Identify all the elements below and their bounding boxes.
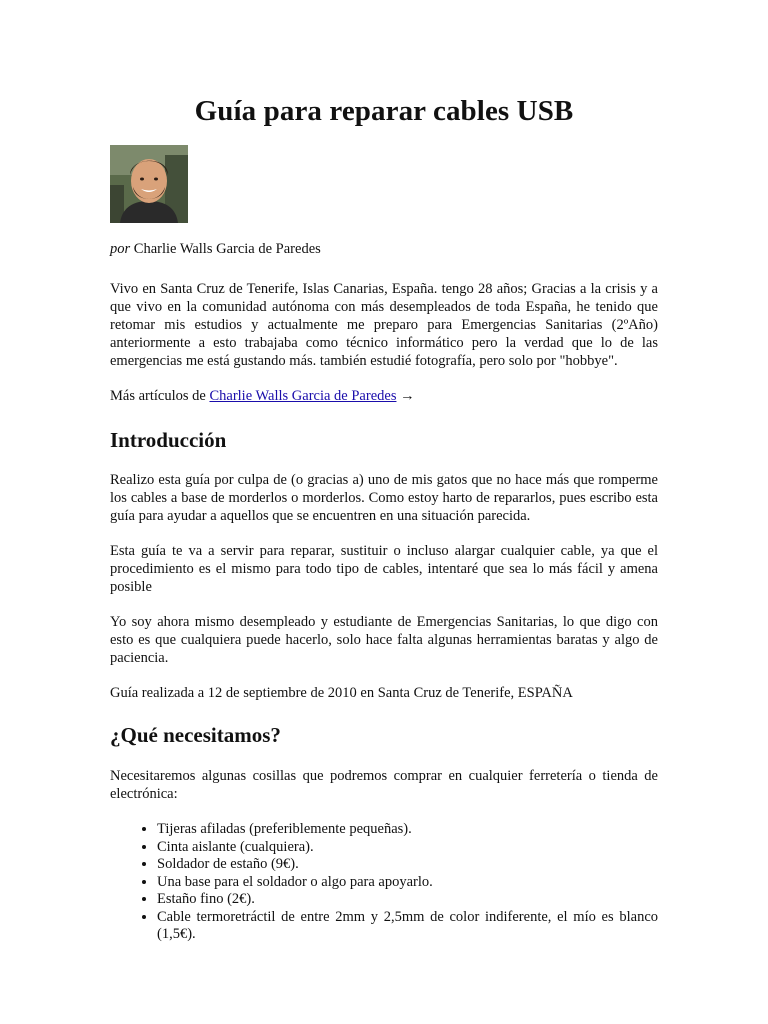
intro-heading: Introducción — [110, 428, 227, 452]
intro-paragraph-4: Guía realizada a 12 de septiembre de 2010 en Santa Cruz de Tenerife, ESPAÑA — [110, 685, 573, 701]
byline-prefix: por — [110, 241, 131, 257]
intro-paragraph-2: Esta guía te va a servir para reparar, sustituir o incluso alargar cualquier cable, ya que el procedimiento es el mismo para todo tipo de cables, intentaré que sea lo más fácil y amena posible — [110, 543, 658, 595]
author-bio: Vivo en Santa Cruz de Tenerife, Islas Canarias, España. tengo 28 años; Gracias a la crisis y a que vivo en la comunidad autónoma con más desempleados de toda España, he tenido que retomar mis estudios y actualmente me preparo para Emergencias Sanitarias (2ºAño) anteriormente a esto trabajaba como técnico informático pero la verdad que lo de las emergencias me está gustando más. también estudié fotografía, pero solo por "hobbye". — [110, 281, 658, 369]
more-articles — [110, 387, 658, 405]
intro-paragraph-1: Realizo esta guía por culpa de (o gracias a) uno de mis gatos que no hace más que romperme los cables a base de morderlos o morderlos. Como estoy harto de repararlos, pues escribo esta guía para ayudar a aquellos que se encuentren en una situación parecida. — [110, 472, 658, 524]
more-articles-prefix: Más artículos de — [110, 388, 206, 404]
arrow-icon: → — [400, 388, 415, 404]
author-link[interactable]: Charlie Walls Garcia de Paredes — [209, 388, 397, 404]
author-avatar — [110, 145, 188, 223]
page-title: Guía para reparar cables USB — [194, 95, 574, 127]
list-item: • Tijeras afiladas (preferiblemente pequeñas). — [157, 821, 658, 839]
intro-paragraph-3: Yo soy ahora mismo desempleado y estudiante de Emergencias Sanitarias, lo que digo con esto es que cualquiera puede hacerlo, solo hace falta algunas herramientas baratas y algo de paciencia. — [110, 614, 658, 666]
byline-author: Charlie Walls Garcia de Paredes — [133, 241, 321, 257]
list-item: • Cinta aislante (cualquiera). — [157, 839, 658, 857]
tools-list — [110, 821, 658, 944]
list-item: • Soldador de estaño (9€). — [157, 856, 658, 874]
list-item: • Una base para el soldador o algo para apoyarlo. — [157, 874, 658, 892]
needs-heading: ¿Qué necesitamos? — [110, 723, 281, 747]
list-item: • Estaño fino (2€). — [157, 891, 658, 909]
list-item: • Cable termoretráctil de entre 2mm y 2,5mm de color indiferente, el mío es blanco (1,5€). — [157, 909, 658, 944]
needs-paragraph: Necesitaremos algunas cosillas que podremos comprar en cualquier ferretería o tienda de electrónica: — [110, 768, 658, 802]
byline — [110, 240, 658, 258]
article — [110, 0, 658, 944]
